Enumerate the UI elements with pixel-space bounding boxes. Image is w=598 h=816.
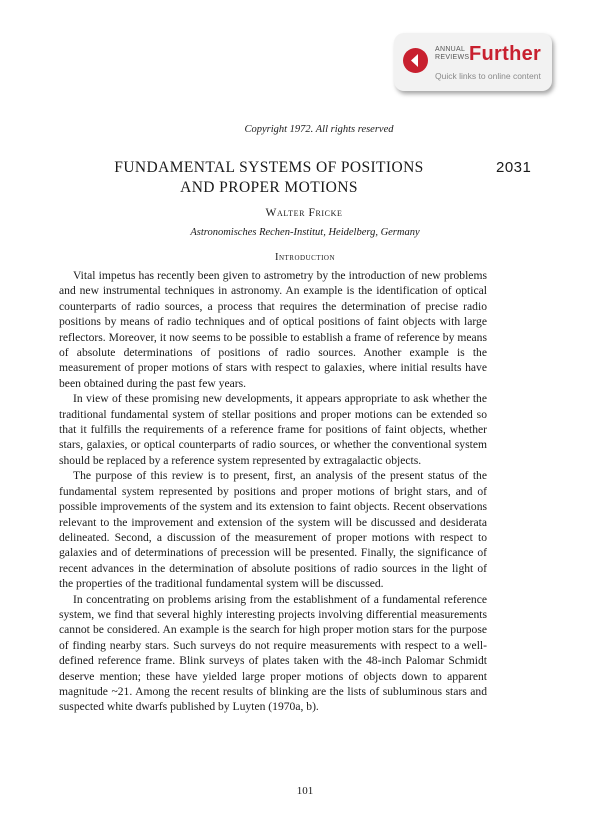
article-id: 2031 bbox=[496, 159, 532, 176]
further-badge[interactable] bbox=[394, 33, 552, 91]
title-line: AND PROPER MOTIONS bbox=[180, 179, 358, 196]
section-heading: Introduction bbox=[274, 252, 336, 263]
annual-reviews-logo-icon bbox=[403, 48, 428, 73]
copyright-notice: Copyright 1972. All rights reserved bbox=[244, 124, 394, 135]
further-label: Further bbox=[469, 43, 542, 65]
author-affiliation: Astronomisches Rechen-Institut, Heidelberg, Germany bbox=[190, 227, 420, 238]
paragraph: The purpose of this review is to present, first, an analysis of the present status of the fundamental system represented by positions and proper motions of bright stars, and of possible improvements of the system and its extension to faint objects. Recent observations relevant to the improvement and extension of the system will be discussed and desiderata delineated. Second, a discussion of the measurement of proper motions with respect to galaxies and of determinations of precession will be presented. Finally, the significance of recent advances in the determination of absolute positions of radio sources in the light of the properties of the traditional fundamental system will be discussed. bbox=[59, 469, 487, 591]
paragraph: Vital impetus has recently been given to astrometry by the introduction of new problems and new instrumental techniques in astronomy. An example is the identification of optical counterparts of radio sources, a process that requires the determination of precise radio positions by means of radio techniques and of optical positions of faint objects with large reflectors. Moreover, it now seems to be possible to establish a frame of reference by means of absolute determinations of positions of radio sources. Another example is the measurement of proper motions of stars with respect to galaxies, where initial results have been obtained during the past few years. bbox=[59, 269, 487, 390]
article-body bbox=[59, 268, 487, 715]
paragraph: In concentrating on problems arising from the establishment of a fundamental reference system, we find that several highly interesting projects involving differential measurements cannot be considered. An example is the search for high proper motion stars for the purpose of finding nearby stars. Such surveys do not require measurements with respect to a well-defined reference frame. Blink surveys of plates taken with the 48-inch Palomar Schmidt deserve mention; these have yielded large proper motions of objects down to apparent magnitude ~21. Among the recent results of blinking are the lists of subluminous stars and suspected white dwarfs published by Luyten (1970a, b). bbox=[59, 592, 487, 714]
paragraph: In view of these promising new developments, it appears appropriate to ask whether the traditional fundamental system of stellar positions and proper motions can be extended so that it fulfills the requirements of a reference frame for positions of faint objects, whether stars, galaxies, or optical counterparts of radio sources, or whether the conventional system should be replaced by a reference system represented by extragalactic objects. bbox=[59, 392, 487, 467]
article-title bbox=[60, 158, 478, 198]
author-name: Walter Fricke bbox=[265, 207, 343, 219]
page-number: 101 bbox=[296, 785, 314, 797]
further-subtitle: Quick links to online content bbox=[435, 71, 541, 81]
title-line: FUNDAMENTAL SYSTEMS OF POSITIONS bbox=[114, 159, 424, 176]
publisher-name: ANNUAL REVIEWS bbox=[435, 46, 470, 61]
